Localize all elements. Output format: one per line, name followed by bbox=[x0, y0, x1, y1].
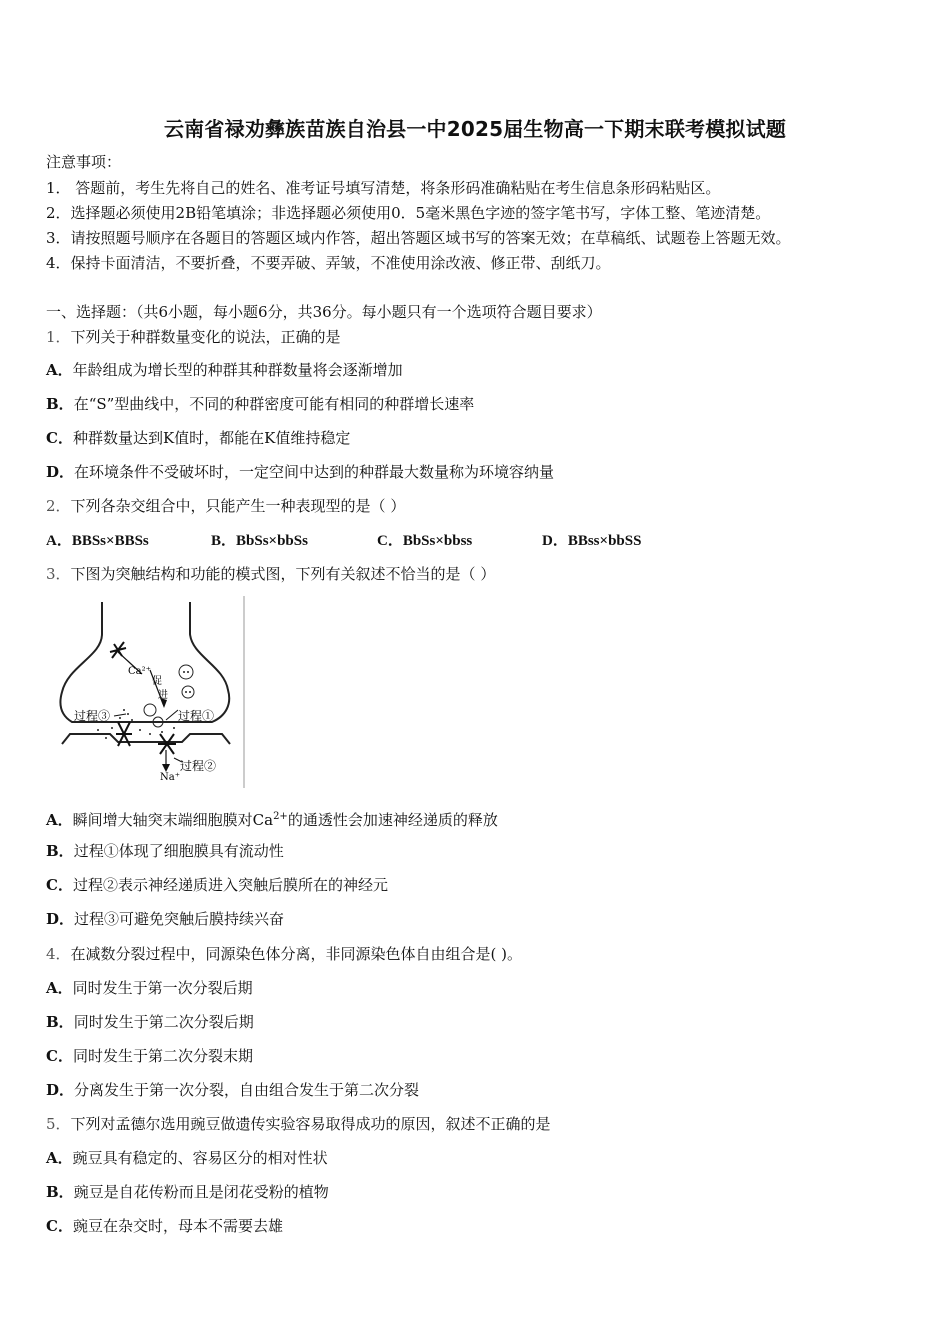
option-label: D． bbox=[46, 910, 75, 928]
option-text: 同时发生于第二次分裂末期 bbox=[72, 1047, 253, 1065]
question-stem: 下列各杂交组合中，只能产生一种表现型的是（ ） bbox=[70, 497, 406, 515]
option-label: C． bbox=[46, 1217, 73, 1235]
option-text: 过程①体现了细胞膜具有流动性 bbox=[73, 842, 284, 860]
option-text: 分离发生于第一次分裂，自由组合发生于第二次分裂 bbox=[74, 1081, 420, 1099]
question-stem: 下列关于种群数量变化的说法，正确的是 bbox=[70, 328, 341, 346]
option-label: A． bbox=[46, 1149, 73, 1167]
option-text: 豌豆具有稳定的、容易区分的相对性状 bbox=[72, 1149, 328, 1167]
question-stem: 在减数分裂过程中，同源染色体分离，非同源染色体自由组合是( )。 bbox=[70, 945, 523, 963]
option-label: B． bbox=[46, 395, 74, 413]
option-text: 在环境条件不受破坏时，一定空间中达到的种群最大数量称为环境容纳量 bbox=[74, 463, 555, 481]
process-3-label: 过程③ bbox=[74, 709, 111, 723]
q3-option-b bbox=[46, 841, 284, 861]
q4-option-b bbox=[46, 1012, 254, 1032]
q1-option-d bbox=[46, 462, 554, 482]
option-text: 过程②表示神经递质进入突触后膜所在的神经元 bbox=[72, 876, 388, 894]
question-3 bbox=[46, 564, 495, 584]
option-text: 的通透性会加速神经递质的释放 bbox=[287, 811, 498, 829]
section-heading: 一、选择题：（共6小题，每小题6分，共36分。每小题只有一个选项符合题目要求） bbox=[46, 303, 602, 321]
q4-option-c bbox=[46, 1046, 253, 1066]
option-label: D． bbox=[46, 463, 75, 481]
option-text: 同时发生于第二次分裂后期 bbox=[73, 1013, 254, 1031]
q2-options bbox=[46, 529, 846, 551]
option-text: 过程③可避免突触后膜持续兴奋 bbox=[74, 910, 285, 928]
q2-option-a: A．BBSs×BBSs bbox=[46, 533, 149, 549]
q3-option-a bbox=[46, 807, 498, 830]
process-1-label: 过程① bbox=[178, 709, 215, 723]
question-stem: 下列对孟德尔选用豌豆做遗传实验容易取得成功的原因，叙述不正确的是 bbox=[70, 1115, 551, 1133]
option-label: B． bbox=[46, 1183, 74, 1201]
option-text: 豌豆是自花传粉而且是闭花受粉的植物 bbox=[73, 1183, 329, 1201]
option-label: A． bbox=[46, 979, 73, 997]
question-number: 4． bbox=[46, 945, 71, 963]
question-2 bbox=[46, 496, 405, 516]
notice-item-2: 2．选择题必须使用2B铅笔填涂；非选择题必须使用0．5毫米黑色字迹的签字笔书写，字体工整、笔迹清楚。 bbox=[46, 204, 771, 222]
na-label: Na⁺ bbox=[160, 772, 180, 783]
question-4 bbox=[46, 944, 522, 964]
q1-option-a bbox=[46, 360, 403, 380]
option-label: A． bbox=[46, 361, 73, 379]
promote-label-2: 进 bbox=[158, 690, 168, 701]
process-2-label: 过程② bbox=[180, 759, 217, 773]
q2-option-c: C．BbSs×bbss bbox=[377, 533, 473, 549]
option-label: A． bbox=[46, 811, 73, 829]
ca-label: Ca²⁺ bbox=[128, 666, 151, 677]
notice-item-4: 4．保持卡面清洁，不要折叠，不要弄破、弄皱，不准使用涂改液、修正带、刮纸刀。 bbox=[46, 254, 611, 272]
question-number: 5． bbox=[46, 1115, 71, 1133]
notice-heading: 注意事项： bbox=[46, 153, 122, 171]
option-label: B． bbox=[46, 842, 74, 860]
option-text: 在“S”型曲线中，不同的种群密度可能有相同的种群增长速率 bbox=[73, 395, 475, 413]
notice-item-3: 3．请按照题号顺序在各题目的答题区域内作答，超出答题区域书写的答案无效；在草稿纸、试题卷上答题无效。 bbox=[46, 229, 791, 247]
q4-option-a bbox=[46, 978, 253, 998]
page-title: 云南省禄劝彝族苗族自治县一中2025届生物高一下期末联考模拟试题 bbox=[163, 117, 787, 141]
question-5 bbox=[46, 1114, 551, 1134]
q4-option-d bbox=[46, 1080, 419, 1100]
option-text: 瞬间增大轴突末端细胞膜对Ca bbox=[72, 811, 274, 829]
question-1 bbox=[46, 327, 341, 347]
q3-option-c bbox=[46, 875, 388, 895]
q3-option-d bbox=[46, 909, 284, 929]
synapse-diagram bbox=[54, 594, 250, 790]
question-number: 2． bbox=[46, 497, 71, 515]
option-label: B． bbox=[46, 1013, 74, 1031]
q5-option-c bbox=[46, 1216, 283, 1236]
option-label: C． bbox=[46, 429, 73, 447]
notice-item-1: 1． 答题前，考生先将自己的姓名、准考证号填写清楚，将条形码准确粘贴在考生信息条形码粘贴区。 bbox=[46, 179, 721, 197]
option-label: C． bbox=[46, 1047, 73, 1065]
option-label: C． bbox=[46, 876, 73, 894]
superscript: 2+ bbox=[273, 811, 288, 822]
q1-option-c bbox=[46, 428, 350, 448]
question-number: 1． bbox=[46, 328, 71, 346]
option-text: 同时发生于第一次分裂后期 bbox=[72, 979, 253, 997]
option-text: 年龄组成为增长型的种群其种群数量将会逐渐增加 bbox=[72, 361, 403, 379]
question-stem: 下图为突触结构和功能的模式图，下列有关叙述不恰当的是（ ） bbox=[70, 565, 496, 583]
q1-option-b bbox=[46, 394, 474, 414]
q5-option-a bbox=[46, 1148, 328, 1168]
q2-option-b: B．BbSs×bbSs bbox=[211, 533, 308, 549]
option-label: D． bbox=[46, 1081, 75, 1099]
q2-option-d: D．BBss×bbSS bbox=[542, 533, 642, 549]
option-text: 种群数量达到K值时，都能在K值维持稳定 bbox=[72, 429, 351, 447]
q5-option-b bbox=[46, 1182, 329, 1202]
question-number: 3． bbox=[46, 565, 71, 583]
promote-label-1: 促 bbox=[152, 676, 162, 687]
option-text: 豌豆在杂交时，母本不需要去雄 bbox=[72, 1217, 283, 1235]
